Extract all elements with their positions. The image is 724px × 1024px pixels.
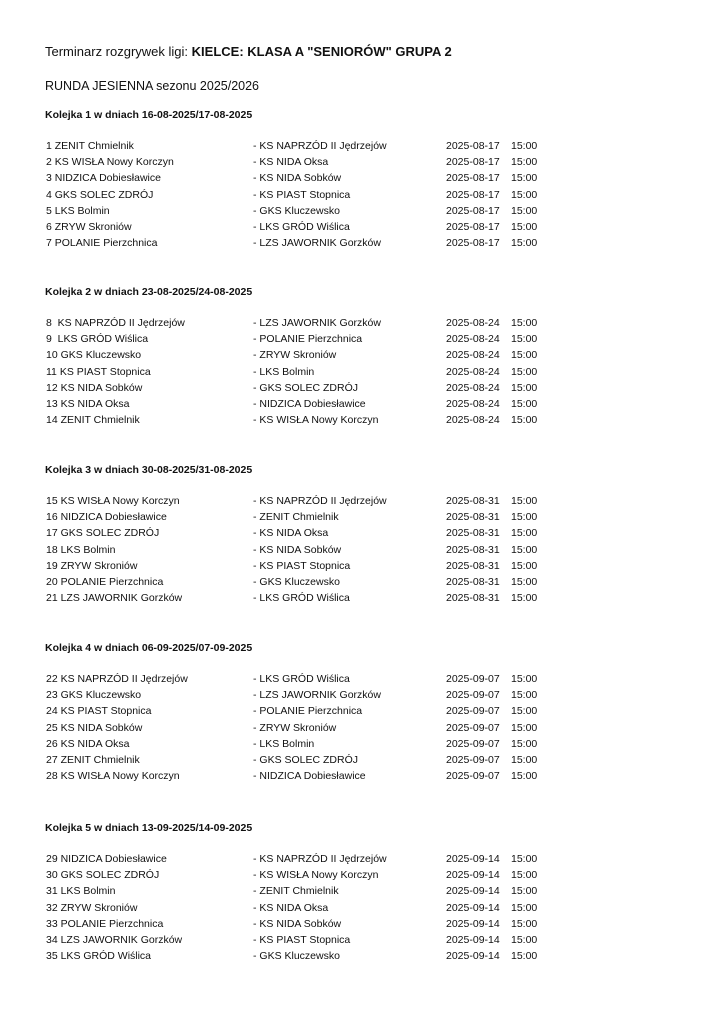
match-row: [0, 673, 724, 689]
away-team: - ZRYW Skroniów: [253, 349, 337, 362]
away-team: - LKS Bolmin: [253, 737, 315, 750]
match-row: [0, 382, 724, 398]
match-date: 2025-08-31: [446, 543, 500, 556]
match-date: 2025-09-14: [446, 901, 500, 914]
match-time: 15:00: [511, 869, 538, 882]
match-date: 2025-08-31: [446, 576, 500, 588]
match-date: 2025-09-14: [446, 950, 500, 963]
away-team: - LKS GRÓD Wiślica: [253, 592, 350, 605]
match-date: 2025-08-31: [446, 511, 500, 524]
home-team: 10 GKS Kluczewsko: [46, 349, 142, 362]
home-team: 19 ZRYW Skroniów: [46, 559, 138, 572]
match-row: [0, 722, 724, 738]
away-team: - POLANIE Pierzchnica: [253, 705, 363, 718]
away-team: - KS NAPRZÓD II Jędrzejów: [253, 495, 387, 507]
away-team: - KS NIDA Oksa: [253, 527, 329, 540]
match-row: [0, 853, 724, 869]
match-row: [0, 576, 724, 592]
home-team: 24 KS PIAST Stopnica: [46, 705, 152, 718]
away-team: - LZS JAWORNIK Gorzków: [253, 317, 381, 329]
away-team: - KS PIAST Stopnica: [253, 934, 351, 946]
match-row: [0, 156, 724, 172]
match-date: 2025-09-14: [446, 853, 500, 865]
home-team: 18 LKS Bolmin: [46, 543, 116, 556]
match-time: 15:00: [511, 527, 538, 540]
away-team: - KS WISŁA Nowy Korczyn: [253, 414, 379, 427]
match-time: 15:00: [511, 365, 538, 378]
match-date: 2025-09-07: [446, 705, 500, 718]
league-name: KIELCE: KLASA A "SENIORÓW" GRUPA 2: [191, 44, 452, 59]
match-row: [0, 317, 724, 333]
match-row: [0, 333, 724, 349]
match-time: 15:00: [511, 204, 538, 217]
away-team: - KS WISŁA Nowy Korczyn: [253, 869, 379, 882]
match-date: 2025-08-31: [446, 592, 500, 605]
match-row: [0, 205, 724, 221]
match-time: 15:00: [511, 398, 538, 410]
home-team: 22 KS NAPRZÓD II Jędrzejów: [46, 673, 188, 685]
match-date: 2025-08-31: [446, 495, 500, 507]
home-team: 5 LKS Bolmin: [46, 204, 110, 217]
home-team: 25 KS NIDA Sobków: [46, 721, 143, 734]
home-team: 33 POLANIE Pierzchnica: [46, 917, 164, 930]
home-team: 2 KS WISŁA Nowy Korczyn: [46, 156, 174, 169]
away-team: - KS NIDA Oksa: [253, 901, 329, 914]
match-date: 2025-09-07: [446, 689, 500, 702]
match-time: 15:00: [511, 381, 538, 394]
match-date: 2025-08-17: [446, 188, 500, 201]
away-team: - ZENIT Chmielnik: [253, 511, 339, 524]
match-date: 2025-09-07: [446, 673, 500, 685]
round-heading: Kolejka 4 w dniach 06-09-2025/07-09-2025: [45, 642, 253, 654]
match-date: 2025-08-24: [446, 365, 500, 378]
match-time: 15:00: [511, 221, 538, 233]
away-team: - LZS JAWORNIK Gorzków: [253, 237, 381, 250]
match-row: [0, 770, 724, 786]
match-row: [0, 885, 724, 901]
match-time: 15:00: [511, 950, 538, 963]
match-time: 15:00: [511, 901, 538, 914]
home-team: 1 ZENIT Chmielnik: [46, 140, 134, 152]
match-date: 2025-08-24: [446, 414, 500, 427]
away-team: - LKS Bolmin: [253, 365, 315, 378]
match-date: 2025-08-24: [446, 381, 500, 394]
match-date: 2025-08-17: [446, 204, 500, 217]
away-team: - GKS SOLEC ZDRÓJ: [253, 754, 359, 766]
away-team: - KS NIDA Sobków: [253, 917, 342, 930]
match-row: [0, 527, 724, 543]
match-time: 15:00: [511, 140, 538, 152]
home-team: 11 KS PIAST Stopnica: [46, 365, 151, 378]
home-team: 12 KS NIDA Sobków: [46, 381, 143, 394]
match-date: 2025-09-14: [446, 885, 500, 898]
match-time: 15:00: [511, 770, 538, 783]
match-time: 15:00: [511, 188, 538, 201]
home-team: 4 GKS SOLEC ZDRÓJ: [46, 188, 154, 201]
away-team: - GKS SOLEC ZDRÓJ: [253, 381, 359, 394]
match-date: 2025-08-24: [446, 398, 500, 410]
home-team: 30 GKS SOLEC ZDRÓJ: [46, 869, 160, 882]
match-time: 15:00: [511, 495, 538, 507]
home-team: 20 POLANIE Pierzchnica: [46, 576, 164, 588]
home-team: 29 NIDZICA Dobiesławice: [46, 853, 167, 865]
match-date: 2025-09-07: [446, 754, 500, 766]
away-team: - KS NIDA Sobków: [253, 543, 342, 556]
match-date: 2025-08-17: [446, 140, 500, 152]
match-date: 2025-08-17: [446, 237, 500, 250]
season-label: RUNDA JESIENNA sezonu 2025/2026: [45, 79, 260, 93]
away-team: - GKS Kluczewsko: [253, 950, 340, 963]
match-date: 2025-08-31: [446, 527, 500, 540]
match-row: [0, 918, 724, 934]
match-row: [0, 869, 724, 885]
match-row: [0, 560, 724, 576]
match-date: 2025-09-07: [446, 737, 500, 750]
away-team: - KS NIDA Oksa: [253, 156, 329, 169]
match-time: 15:00: [511, 853, 538, 865]
away-team: - GKS Kluczewsko: [253, 204, 340, 217]
match-row: [0, 511, 724, 527]
match-row: [0, 705, 724, 721]
match-row: [0, 902, 724, 918]
match-time: 15:00: [511, 673, 538, 685]
match-date: 2025-09-07: [446, 770, 500, 783]
match-time: 15:00: [511, 511, 538, 524]
away-team: - KS PIAST Stopnica: [253, 559, 351, 572]
match-time: 15:00: [511, 754, 538, 766]
match-time: 15:00: [511, 156, 538, 169]
away-team: - ZENIT Chmielnik: [253, 885, 339, 898]
away-team: - KS NAPRZÓD II Jędrzejów: [253, 853, 387, 865]
round-heading: Kolejka 2 w dniach 23-08-2025/24-08-2025: [45, 286, 253, 298]
home-team: 16 NIDZICA Dobiesławice: [46, 511, 167, 524]
match-date: 2025-08-17: [446, 172, 500, 185]
match-row: [0, 189, 724, 205]
match-row: [0, 738, 724, 754]
match-row: [0, 495, 724, 511]
home-team: 17 GKS SOLEC ZDRÓJ: [46, 527, 160, 540]
match-time: 15:00: [511, 885, 538, 898]
home-team: 32 ZRYW Skroniów: [46, 901, 138, 914]
away-team: - KS PIAST Stopnica: [253, 188, 351, 201]
match-row: [0, 414, 724, 430]
match-time: 15:00: [511, 705, 538, 718]
match-date: 2025-09-07: [446, 721, 500, 734]
match-date: 2025-08-31: [446, 559, 500, 572]
match-date: 2025-08-24: [446, 349, 500, 362]
match-time: 15:00: [511, 689, 538, 702]
match-row: [0, 237, 724, 253]
away-team: - KS NIDA Sobków: [253, 172, 342, 185]
match-time: 15:00: [511, 721, 538, 734]
home-team: 6 ZRYW Skroniów: [46, 221, 132, 233]
match-row: [0, 366, 724, 382]
away-team: - LKS GRÓD Wiślica: [253, 221, 350, 233]
home-team: 35 LKS GRÓD Wiślica: [46, 950, 152, 963]
match-date: 2025-08-24: [446, 333, 500, 346]
home-team: 9 LKS GRÓD Wiślica: [46, 333, 149, 346]
away-team: - NIDZICA Dobiesławice: [253, 398, 366, 410]
match-time: 15:00: [511, 917, 538, 930]
match-time: 15:00: [511, 333, 538, 346]
home-team: 26 KS NIDA Oksa: [46, 737, 130, 750]
match-row: [0, 950, 724, 966]
home-team: 21 LZS JAWORNIK Gorzków: [46, 592, 183, 605]
match-row: [0, 544, 724, 560]
match-date: 2025-08-17: [446, 221, 500, 233]
match-date: 2025-09-14: [446, 869, 500, 882]
match-row: [0, 398, 724, 414]
match-time: 15:00: [511, 592, 538, 605]
away-team: - LZS JAWORNIK Gorzków: [253, 689, 381, 702]
match-date: 2025-08-24: [446, 317, 500, 329]
match-date: 2025-09-14: [446, 934, 500, 946]
away-team: - LKS GRÓD Wiślica: [253, 673, 350, 685]
away-team: - KS NAPRZÓD II Jędrzejów: [253, 140, 387, 152]
away-team: - GKS Kluczewsko: [253, 576, 340, 588]
match-row: [0, 934, 724, 950]
round-heading: Kolejka 3 w dniach 30-08-2025/31-08-2025: [45, 464, 253, 476]
match-time: 15:00: [511, 934, 538, 946]
home-team: 28 KS WISŁA Nowy Korczyn: [46, 770, 180, 783]
away-team: - ZRYW Skroniów: [253, 721, 337, 734]
match-row: [0, 592, 724, 608]
match-row: [0, 172, 724, 188]
home-team: 34 LZS JAWORNIK Gorzków: [46, 934, 183, 946]
match-time: 15:00: [511, 237, 538, 250]
round-heading: Kolejka 5 w dniach 13-09-2025/14-09-2025: [45, 822, 253, 834]
home-team: 14 ZENIT Chmielnik: [46, 414, 140, 427]
home-team: 15 KS WISŁA Nowy Korczyn: [46, 495, 180, 507]
match-row: [0, 349, 724, 365]
home-team: 8 KS NAPRZÓD II Jędrzejów: [46, 317, 185, 329]
match-date: 2025-08-17: [446, 156, 500, 169]
match-time: 15:00: [511, 172, 538, 185]
match-row: [0, 689, 724, 705]
match-time: 15:00: [511, 576, 538, 588]
match-time: 15:00: [511, 414, 538, 427]
match-time: 15:00: [511, 737, 538, 750]
page-title: [45, 44, 452, 59]
home-team: 23 GKS Kluczewsko: [46, 689, 142, 702]
match-row: [0, 754, 724, 770]
match-row: [0, 221, 724, 237]
home-team: 3 NIDZICA Dobiesławice: [46, 172, 161, 185]
home-team: 31 LKS Bolmin: [46, 885, 116, 898]
match-time: 15:00: [511, 543, 538, 556]
title-prefix: Terminarz rozgrywek ligi:: [45, 44, 192, 59]
away-team: - POLANIE Pierzchnica: [253, 333, 363, 346]
away-team: - NIDZICA Dobiesławice: [253, 770, 366, 783]
match-time: 15:00: [511, 349, 538, 362]
home-team: 13 KS NIDA Oksa: [46, 398, 130, 410]
match-time: 15:00: [511, 317, 538, 329]
home-team: 7 POLANIE Pierzchnica: [46, 237, 158, 250]
match-row: [0, 140, 724, 156]
home-team: 27 ZENIT Chmielnik: [46, 754, 140, 766]
match-time: 15:00: [511, 559, 538, 572]
round-heading: Kolejka 1 w dniach 16-08-2025/17-08-2025: [45, 109, 253, 121]
match-date: 2025-09-14: [446, 917, 500, 930]
